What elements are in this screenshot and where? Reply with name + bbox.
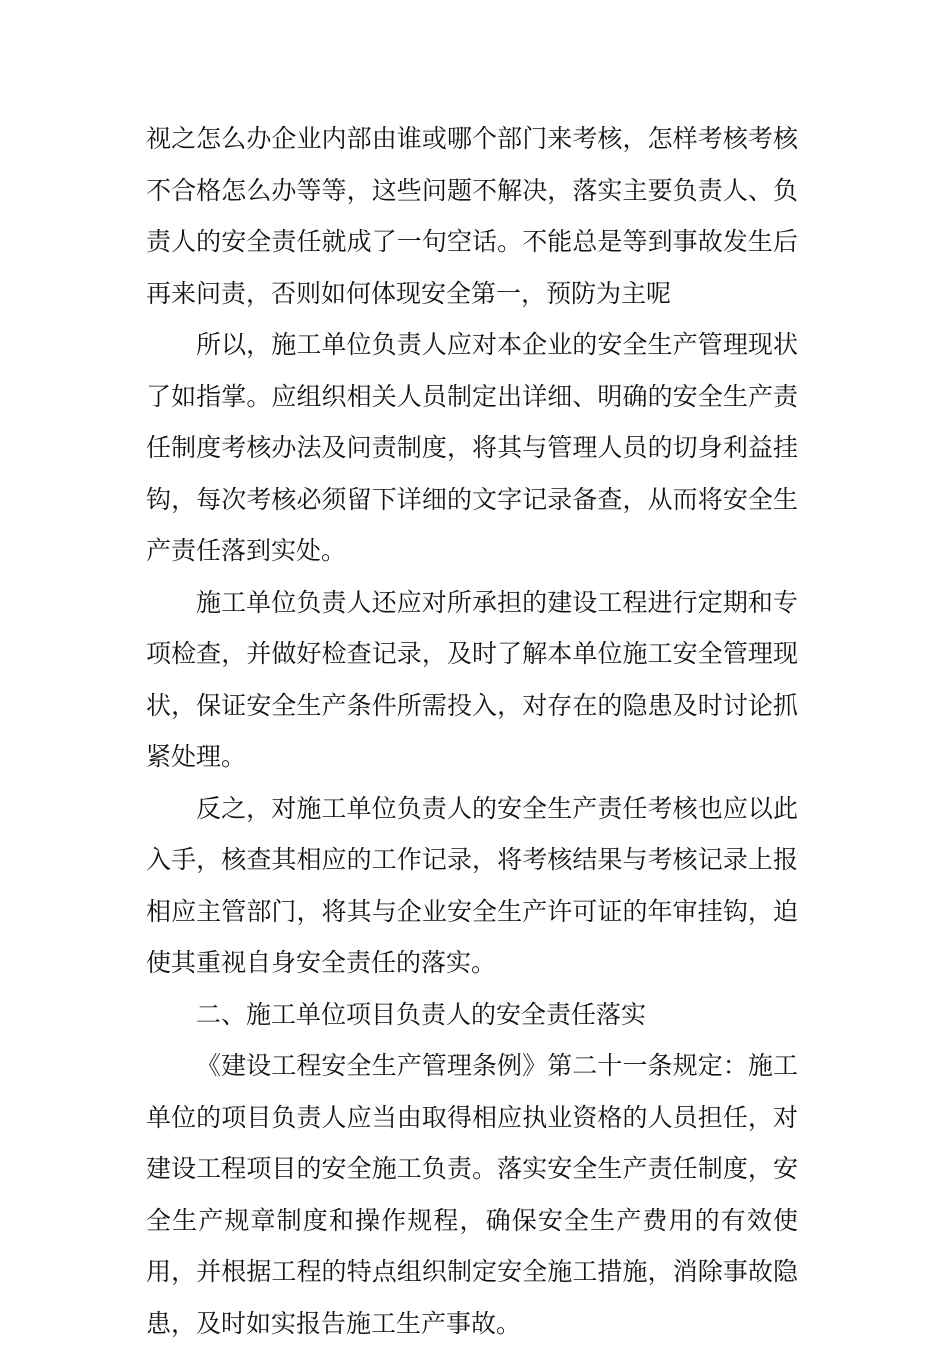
paragraph-2: 所以，施工单位负责人应对本企业的安全生产管理现状了如指掌。应组织相关人员制定出详细、明确的安全生产责任制度考核办法及问责制度，将其与管理人员的切身利益挂钩，每次考核必须留下详细的文字记录备查，从而将安全生产责任落到实处。 bbox=[146, 330, 798, 565]
paragraph-6: 《建设工程安全生产管理条例》第二十一条规定：施工单位的项目负责人应当由取得相应执业资格的人员担任，对建设工程项目的安全施工负责。落实安全生产责任制度，安全生产规章制度和操作规程，确保安全生产费用的有效使用，并根据工程的特点组织制定安全施工措施，消除事故隐患，及时如实报告施工生产事故。 bbox=[146, 1051, 798, 1338]
paragraph-1: 视之怎么办企业内部由谁或哪个部门来考核，怎样考核考核不合格怎么办等等，这些问题不解决，落实主要负责人、负责人的安全责任就成了一句空话。不能总是等到事故发生后再来问责，否则如何体现安全第一，预防为主呢 bbox=[146, 124, 798, 308]
document-body bbox=[146, 113, 798, 1349]
paragraph-3: 施工单位负责人还应对所承担的建设工程进行定期和专项检查，并做好检查记录，及时了解本单位施工安全管理现状，保证安全生产条件所需投入，对存在的隐患及时讨论抓紧处理。 bbox=[146, 587, 798, 771]
section-heading: 二、施工单位项目负责人的安全责任落实 bbox=[196, 999, 647, 1029]
paragraph-4: 反之，对施工单位负责人的安全生产责任考核也应以此入手，核查其相应的工作记录，将考核结果与考核记录上报相应主管部门，将其与企业安全生产许可证的年审挂钩，迫使其重视自身安全责任的落实。 bbox=[146, 793, 798, 977]
